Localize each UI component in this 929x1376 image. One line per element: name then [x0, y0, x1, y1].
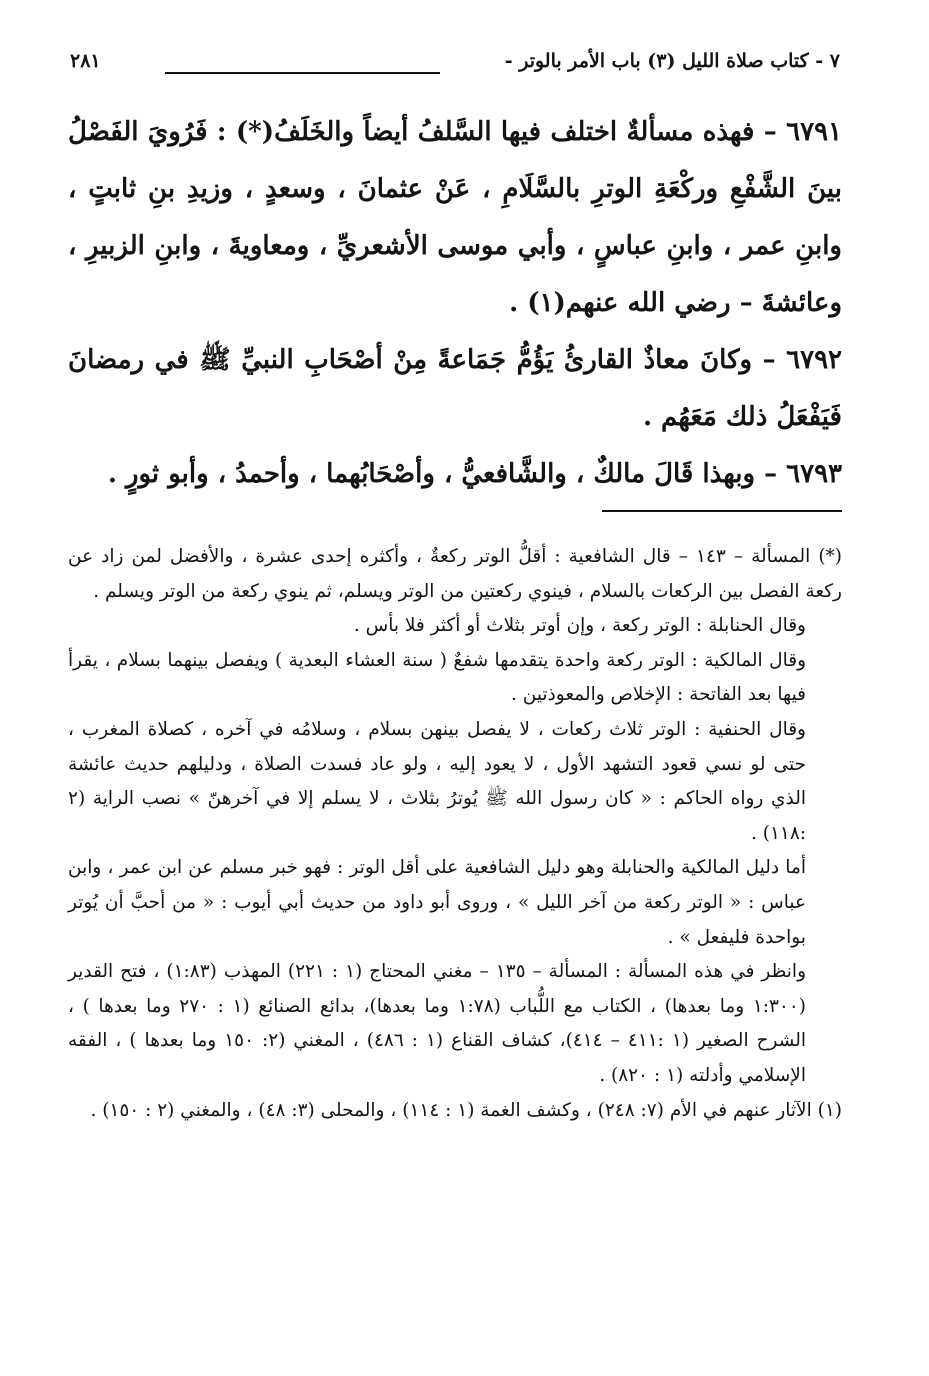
paragraph-6791 [68, 104, 842, 332]
footnote-hanbali: وقال الحنابلة : الوتر ركعة ، وإن أوتر بثلاث أو أكثر فلا بأس . [353, 615, 806, 637]
paragraph-number: ٦٧٩١ [786, 117, 842, 147]
footnote-hanafi: وقال الحنفية : الوتر ثلاث ركعات ، لا يفصل بينهن بسلام ، وسلامُه في آخره ، كصلاة المغرب ، حتى لو نسي قعود التشهد الأول ، لا يعود إليه ، ولو عاد فسدت الصلاة ، ودليلهم حديث عائشة الذي رواه الحاكم : « كان رسول الله ﷺ يُوترُ بثلاث ، لا يسلم إلا في آخرهنّ » نصب الراية (٢ :١١٨) . [68, 718, 806, 844]
footnote-star: (*) المسألة – ١٤٣ – قال الشافعية : أقلُّ الوتر ركعةٌ ، وأكثره إحدى عشرة ، والأفضل لمن زاد عن ركعة الفصل بين الركعات بالسلام ، فينوي ركعتين من الوتر ويسلم، ثم ينوي ركعة من الوتر ويسلم . [68, 546, 842, 602]
paragraph-number: ٦٧٩٣ [786, 459, 842, 489]
paragraph-text: – وبهذا قَالَ مالكٌ ، والشَّافعيُّ ، وأصْحَابُهما ، وأحمدُ ، وأبو ثورٍ . [107, 459, 778, 489]
paragraph-number: ٦٧٩٢ [786, 345, 842, 375]
footnote-references: وانظر في هذه المسألة : المسألة – ١٣٥ – مغني المحتاج (١ : ٢٢١) المهذب (١:٨٣) ، فتح القدير (١:٣٠٠ وما بعدها) ، الكتاب مع اللُّباب (١:٧٨ وما بعدها)، بدائع الصنائع (١ : ٢٧٠ وما بعدها ) ، الشرح الصغير (١ :٤١١ – ٤١٤)، كشاف القناع (١ : ٤٨٦) ، المغني (٢: ١٥٠ وما بعدها ) ، الفقه الإسلامي وأدلته (١ : ٨٢٠) . [68, 961, 807, 1086]
header-rule [165, 72, 440, 74]
paragraph-6792 [68, 332, 842, 446]
footnote-1: (١) الآثار عنهم في الأم (٧: ٢٤٨) ، وكشف الغمة (١ : ١١٤) ، والمحلى (٣: ٤٨) ، والمغني (٢ : ١٥٠) . [90, 1099, 842, 1121]
footnotes [68, 540, 842, 1128]
footnote-separator [602, 510, 842, 512]
header-title: ٧ - كتاب صلاة الليل (٣) باب الأمر بالوتر - [504, 50, 840, 72]
paragraph-6793 [68, 446, 842, 503]
running-header [70, 50, 840, 90]
page-number: ٢٨١ [70, 50, 101, 72]
main-text [68, 104, 842, 503]
footnote-evidence: أما دليل المالكية والحنابلة وهو دليل الشافعية على أقل الوتر : فهو خبر مسلم عن ابن عمر ، وابن عباس : « الوتر ركعة من آخر الليل » ، وروى أبو داود من حديث أبي أيوب : « من أحبَّ أن يُوتر بواحدة فليفعل » . [68, 857, 806, 948]
paragraph-text: – وكانَ معاذٌ القارئُ يَؤُمُّ جَمَاعةً مِنْ أصْحَابِ النبيِّ ﷺ في رمضانَ فَيَفْعَلُ ذلك مَعَهُم . [68, 345, 842, 432]
footnote-maliki: وقال المالكية : الوتر ركعة واحدة يتقدمها شفعٌ ( سنة العشاء البعدية ) ويفصل بينهما بسلام ، يقرأ فيها بعد الفاتحة : الإخلاص والمعوذتين . [68, 649, 806, 706]
paragraph-text: – فهذه مسألةٌ اختلف فيها السَّلفُ أيضاً والخَلَفُ(*) : فَرُويَ الفَصْلُ بينَ الشَّفْعِ وركْعَةِ الوترِ بالسَّلَامِ ، عَنْ عثمانَ ، وسعدٍ ، وزيدِ بنِ ثابتٍ ، وابنِ عمر ، وابنِ عباسٍ ، وأبي موسى الأشعريِّ ، ومعاويةَ ، وابنِ الزبيرِ ، وعائشةَ – رضي الله عنهم(١) . [68, 117, 842, 318]
